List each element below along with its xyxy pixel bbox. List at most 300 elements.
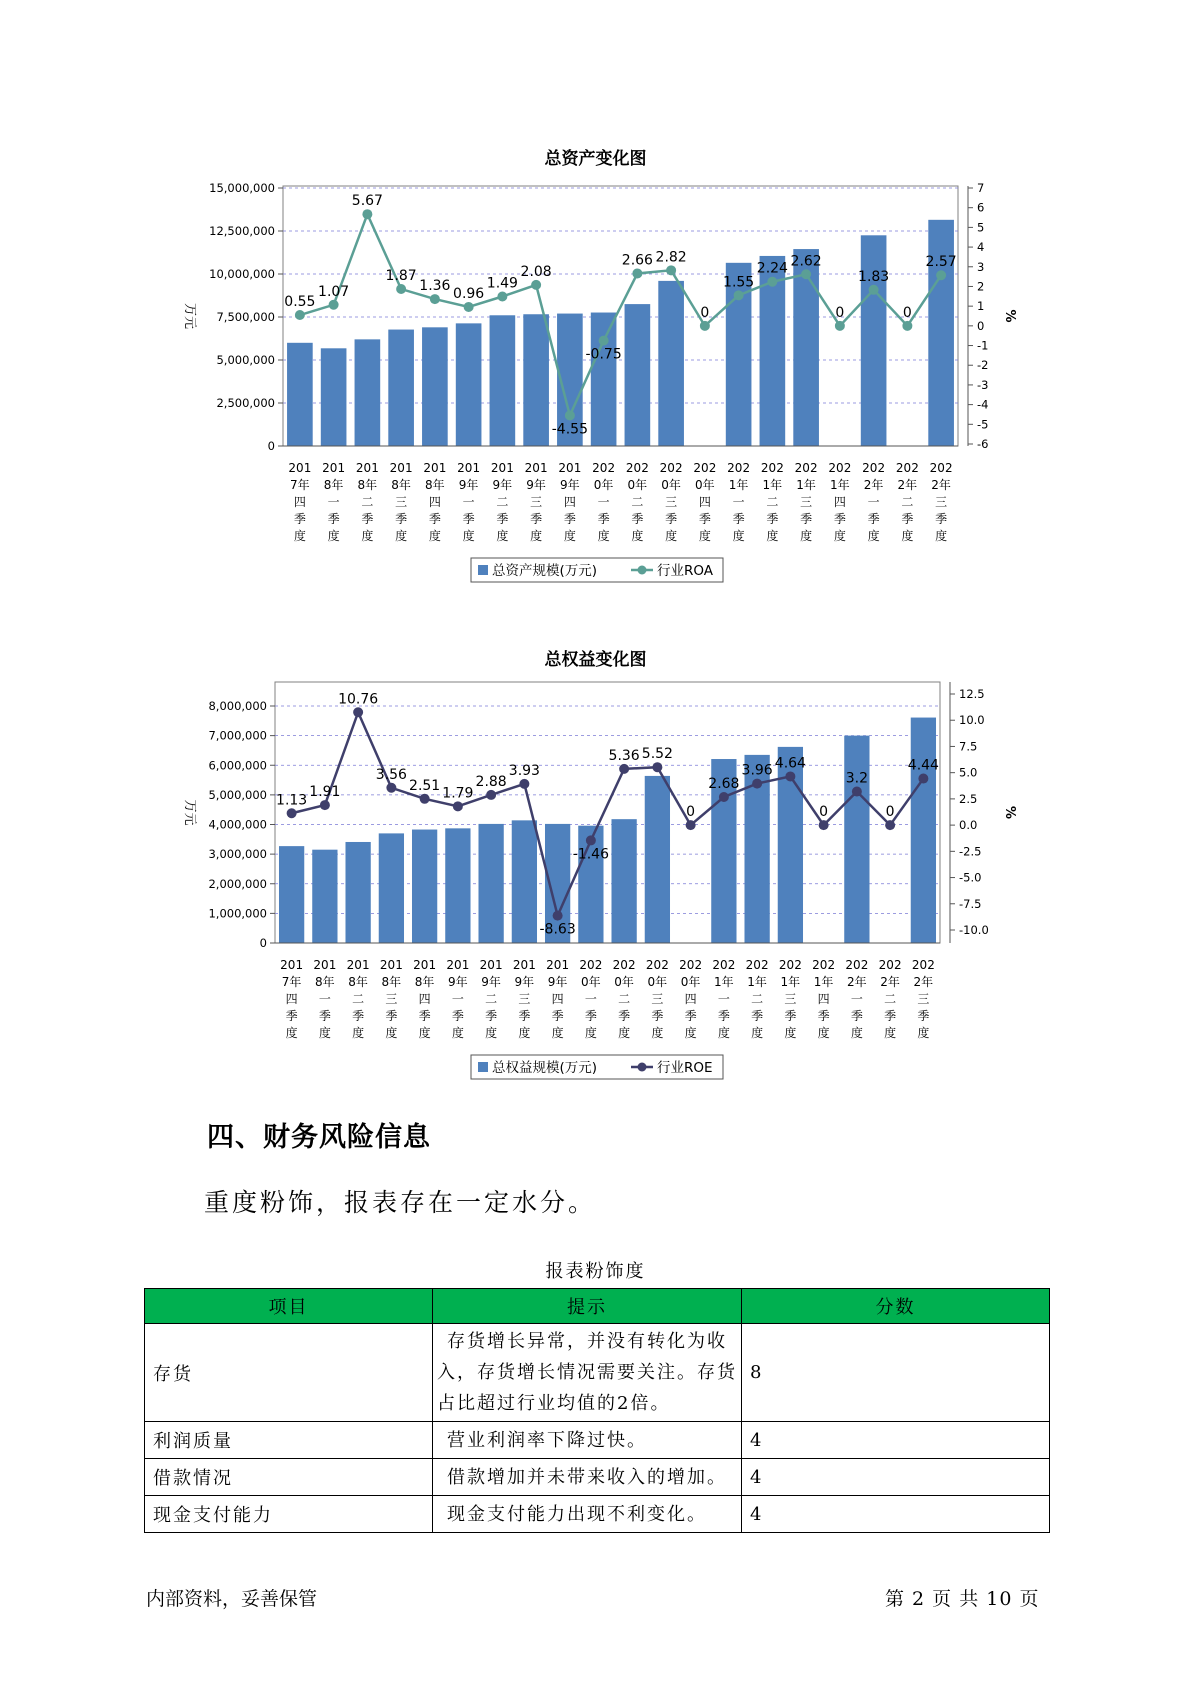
x-tick-label: 202 (693, 461, 717, 475)
x-tick-label: 2年 (880, 975, 900, 989)
x-tick-label: 201 (457, 461, 481, 475)
x-tick-label: 201 (288, 461, 312, 475)
data-label: 2.68 (708, 776, 740, 793)
data-label: 5.52 (641, 746, 673, 763)
row-item: 借款情况 (145, 1459, 433, 1496)
x-tick-label: 季 (651, 1009, 664, 1023)
x-tick-label: 201 (446, 958, 470, 972)
series-point (767, 277, 777, 287)
data-label: 2.08 (520, 263, 552, 280)
series-point (686, 820, 696, 830)
y2-tick-label: -10.0 (959, 923, 989, 937)
x-tick-label: 三 (530, 495, 543, 509)
y2-axis-title: % (1002, 805, 1017, 820)
x-tick-label: 度 (901, 529, 914, 543)
table-header-row (145, 1289, 1050, 1324)
series-point (652, 762, 662, 772)
series-point (666, 265, 676, 275)
x-tick-label: 202 (712, 958, 736, 972)
x-tick-label: 0年 (680, 975, 701, 989)
series-point (396, 284, 406, 294)
data-label: -0.75 (585, 346, 622, 363)
x-tick-label: 季 (817, 1009, 830, 1023)
series-point (619, 764, 629, 774)
y2-tick-label: 4 (977, 240, 985, 255)
x-tick-label: 0年 (593, 478, 614, 492)
y2-tick-label: -2.5 (959, 844, 982, 859)
data-label: 1.83 (858, 268, 890, 285)
series-point (936, 270, 946, 280)
row-score: 4 (742, 1459, 1050, 1496)
footer-page-number: 第 2 页 共 10 页 (885, 1588, 1040, 1610)
x-tick-label: 季 (917, 1009, 930, 1023)
x-tick-label: 度 (917, 1026, 930, 1040)
x-tick-label: 度 (361, 529, 374, 543)
x-tick-label: 季 (584, 1009, 597, 1023)
y-tick-label: 15,000,000 (209, 181, 275, 195)
x-tick-label: 度 (418, 1026, 431, 1040)
x-tick-label: 202 (911, 958, 935, 972)
x-tick-label: 四 (428, 495, 441, 509)
x-tick-label: 二 (496, 495, 509, 509)
x-tick-label: 度 (751, 1026, 764, 1040)
x-tick-label: 四 (293, 495, 306, 509)
y-tick-label: 0 (267, 439, 275, 453)
series-point (386, 783, 396, 793)
x-tick-label: 度 (800, 529, 813, 543)
x-tick-label: 202 (878, 958, 902, 972)
x-tick-label: 度 (732, 529, 745, 543)
x-tick-label: 季 (293, 512, 306, 526)
row-hint-line: 营业利润率下降过快。 (447, 1429, 647, 1451)
y-tick-label: 5,000,000 (208, 787, 267, 802)
legend-label-bar: 总资产规模(万元) (492, 563, 598, 579)
table-row (145, 1459, 1050, 1496)
x-tick-label: 度 (631, 529, 644, 543)
x-tick-label: 季 (395, 512, 408, 526)
y-tick-label: 12,500,000 (209, 224, 275, 238)
y-axis-title: 万元 (182, 302, 197, 330)
x-tick-label: 1年 (728, 478, 749, 492)
series-point (869, 285, 879, 295)
x-tick-label: 201 (280, 958, 304, 972)
series-point (553, 911, 563, 921)
x-tick-label: 度 (530, 529, 543, 543)
series-point (430, 294, 440, 304)
legend-label-line: 行业ROE (657, 1060, 713, 1076)
bar (445, 828, 470, 943)
total-equity-chart (0, 672, 1191, 1092)
series-point (586, 835, 596, 845)
row-hint-line: 占比超过行业均值的2倍。 (437, 1393, 671, 1414)
x-tick-label: 季 (318, 1009, 331, 1023)
x-tick-label: 202 (778, 958, 802, 972)
x-tick-label: 四 (698, 495, 711, 509)
bar (456, 323, 482, 446)
x-tick-label: 202 (727, 461, 751, 475)
x-tick-label: 季 (485, 1009, 498, 1023)
series-point (852, 787, 862, 797)
x-tick-label: 季 (884, 1009, 897, 1023)
x-tick-label: 度 (850, 1026, 863, 1040)
x-tick-label: 二 (361, 495, 374, 509)
data-label: 0 (700, 304, 710, 321)
x-tick-label: 季 (597, 512, 610, 526)
x-tick-label: 8年 (414, 975, 435, 989)
plot-frame (275, 682, 940, 943)
x-tick-label: 1年 (747, 975, 767, 989)
series-point (320, 800, 330, 810)
x-tick-label: 三 (800, 495, 813, 509)
x-tick-label: 三 (784, 992, 797, 1006)
x-tick-label: 季 (563, 512, 576, 526)
header-hint: 提示 (433, 1289, 742, 1324)
y2-tick-label: 6 (977, 200, 985, 215)
x-tick-label: 季 (518, 1009, 531, 1023)
series-point (700, 321, 710, 331)
table-row (145, 1422, 1050, 1459)
x-tick-label: 季 (327, 512, 340, 526)
x-tick-label: 度 (766, 529, 779, 543)
x-tick-label: 2年 (897, 478, 918, 492)
header-score: 分数 (742, 1289, 1050, 1324)
x-tick-label: 二 (631, 495, 644, 509)
footer-confidential: 内部资料，妥善保管 (146, 1588, 318, 1610)
x-tick-label: 202 (745, 958, 769, 972)
x-tick-label: 一 (597, 495, 610, 509)
x-tick-label: 202 (828, 461, 852, 475)
x-tick-label: 度 (935, 529, 948, 543)
x-tick-label: 季 (496, 512, 509, 526)
bar (312, 850, 337, 943)
bar (287, 343, 313, 446)
x-tick-label: 202 (929, 461, 953, 475)
x-tick-label: 二 (766, 495, 779, 509)
x-tick-label: 0年 (614, 975, 634, 989)
x-tick-label: 季 (833, 512, 846, 526)
x-tick-label: 201 (558, 461, 582, 475)
legend-swatch-point (638, 566, 647, 575)
y2-tick-label: 2.5 (959, 791, 978, 806)
x-tick-label: 度 (833, 529, 846, 543)
x-tick-label: 0年 (627, 478, 648, 492)
data-label: 0 (819, 804, 829, 821)
data-label: 1.07 (318, 283, 350, 300)
x-tick-label: 度 (385, 1026, 398, 1040)
x-tick-label: 1年 (762, 478, 783, 492)
series-point (565, 410, 575, 420)
data-label: 2.62 (790, 253, 822, 270)
series-point (453, 801, 463, 811)
row-item: 现金支付能力 (145, 1496, 433, 1533)
bar (412, 830, 437, 943)
x-tick-label: 季 (784, 1009, 797, 1023)
series-point (497, 292, 507, 302)
data-label: -4.55 (551, 421, 588, 438)
x-tick-label: 度 (817, 1026, 830, 1040)
y2-tick-label: 0.0 (959, 818, 978, 833)
row-hint (433, 1459, 742, 1496)
y2-tick-label: -3 (977, 377, 989, 392)
row-score: 4 (742, 1496, 1050, 1533)
series-point (329, 300, 339, 310)
x-tick-label: 0年 (581, 975, 601, 989)
x-tick-label: 度 (563, 529, 576, 543)
x-tick-label: 度 (428, 529, 441, 543)
data-label: 0.55 (284, 294, 316, 311)
data-label: 2.66 (621, 252, 653, 269)
bar (658, 281, 684, 446)
data-label: 4.44 (907, 757, 939, 774)
x-tick-label: 度 (698, 529, 711, 543)
series-point (801, 269, 811, 279)
table-row (145, 1324, 1050, 1422)
y-tick-label: 2,500,000 (216, 396, 275, 410)
bar (345, 842, 370, 943)
legend-label-line: 行业ROA (657, 563, 714, 579)
x-tick-label: 度 (584, 1026, 597, 1040)
row-hint-line: 借款增加并未带来收入的增加。 (447, 1466, 727, 1488)
x-tick-label: 四 (285, 992, 298, 1006)
x-tick-label: 9年 (514, 975, 535, 989)
x-tick-label: 8年 (391, 478, 411, 492)
data-label: 0 (885, 804, 895, 821)
series-point (734, 290, 744, 300)
table-row (145, 1496, 1050, 1533)
bar (279, 846, 304, 943)
y2-tick-label: 1 (977, 299, 985, 314)
bar (591, 313, 617, 446)
x-tick-label: 202 (862, 461, 886, 475)
section-summary: 重度粉饰，报表存在一定水分。 (204, 1188, 597, 1217)
x-tick-label: 8年 (315, 975, 335, 989)
x-tick-label: 季 (285, 1009, 298, 1023)
data-label: 1.79 (442, 785, 474, 802)
x-tick-label: 201 (512, 958, 536, 972)
x-tick-label: 一 (584, 992, 597, 1006)
row-hint (433, 1496, 742, 1533)
bar (911, 718, 936, 943)
y2-tick-label: -6 (977, 437, 989, 451)
data-label: 1.91 (309, 784, 341, 801)
x-tick-label: 度 (551, 1026, 564, 1040)
x-tick-label: 三 (518, 992, 531, 1006)
x-tick-label: 季 (665, 512, 678, 526)
bar (512, 820, 537, 943)
x-tick-label: 三 (917, 992, 930, 1006)
y2-tick-label: -2 (977, 358, 989, 373)
series-point (420, 794, 430, 804)
x-tick-label: 度 (867, 529, 880, 543)
y-tick-label: 8,000,000 (208, 699, 267, 713)
x-tick-label: 二 (352, 992, 365, 1006)
x-tick-label: 度 (318, 1026, 331, 1040)
x-tick-label: 7年 (281, 975, 302, 989)
bar (422, 327, 448, 446)
x-tick-label: 二 (618, 992, 631, 1006)
y2-tick-label: 10.0 (959, 713, 985, 728)
x-tick-label: 202 (612, 958, 636, 972)
x-tick-label: 一 (327, 495, 340, 509)
x-tick-label: 季 (684, 1009, 697, 1023)
y-tick-label: 4,000,000 (208, 817, 267, 832)
x-tick-label: 三 (665, 495, 678, 509)
data-label: 4.64 (774, 755, 806, 772)
x-tick-label: 季 (867, 512, 880, 526)
data-label: -8.63 (539, 921, 576, 938)
x-tick-label: 季 (732, 512, 745, 526)
x-tick-label: 9年 (481, 975, 501, 989)
series-point (464, 302, 474, 312)
x-tick-label: 9年 (526, 478, 546, 492)
risk-table (144, 1288, 1050, 1533)
x-tick-label: 度 (884, 1026, 897, 1040)
series-point (531, 280, 541, 290)
x-tick-label: 四 (551, 992, 564, 1006)
series-point (362, 209, 372, 219)
x-tick-label: 8年 (381, 975, 402, 989)
data-label: 2.51 (409, 777, 441, 794)
data-label: 5.36 (608, 747, 640, 764)
x-tick-label: 一 (850, 992, 863, 1006)
series-point (752, 779, 762, 789)
series-point (599, 336, 609, 346)
x-tick-label: 度 (395, 529, 408, 543)
bar (645, 776, 670, 943)
y-tick-label: 5,000,000 (216, 353, 275, 367)
row-score: 8 (742, 1324, 1050, 1422)
legend-label-bar: 总权益规模(万元) (492, 1060, 598, 1076)
x-tick-label: 一 (451, 992, 464, 1006)
x-tick-label: 201 (413, 958, 437, 972)
section-heading: 四、财务风险信息 (207, 1122, 431, 1153)
x-tick-label: 季 (901, 512, 914, 526)
x-tick-label: 度 (651, 1026, 664, 1040)
x-tick-label: 四 (684, 992, 697, 1006)
x-tick-label: 201 (346, 958, 370, 972)
chart-title-equity: 总权益变化图 (544, 650, 647, 670)
x-tick-label: 四 (833, 495, 846, 509)
series-point (885, 820, 895, 830)
data-label: 1.36 (419, 278, 451, 295)
x-tick-label: 四 (817, 992, 830, 1006)
x-tick-label: 8年 (348, 975, 368, 989)
series-point (519, 779, 529, 789)
y2-tick-label: -4 (977, 397, 989, 412)
series-point (353, 707, 363, 717)
y2-tick-label: -5.0 (959, 870, 982, 885)
data-label: 5.67 (351, 193, 383, 210)
x-tick-label: 9年 (560, 478, 580, 492)
x-tick-label: 1年 (714, 975, 734, 989)
data-label: 3.2 (845, 770, 869, 787)
y2-tick-label: 5.0 (959, 765, 978, 780)
y2-tick-label: 7.5 (959, 739, 978, 754)
x-tick-label: 201 (423, 461, 447, 475)
x-tick-label: 度 (327, 529, 340, 543)
bar (861, 235, 887, 446)
x-tick-label: 2年 (931, 478, 951, 492)
chart-title-assets: 总资产变化图 (544, 149, 647, 169)
data-label: 2.82 (655, 249, 687, 266)
y2-tick-label: -5 (977, 417, 989, 432)
x-tick-label: 季 (935, 512, 948, 526)
x-tick-label: 季 (717, 1009, 730, 1023)
x-tick-label: 9年 (547, 975, 568, 989)
x-tick-label: 一 (318, 992, 331, 1006)
bar (844, 736, 869, 943)
x-tick-label: 201 (379, 958, 403, 972)
y-axis-title: 万元 (182, 799, 197, 826)
data-label: 2.88 (475, 773, 507, 790)
x-tick-label: 8年 (323, 478, 344, 492)
x-tick-label: 季 (530, 512, 543, 526)
legend-swatch-point (638, 1063, 647, 1072)
x-tick-label: 度 (597, 529, 610, 543)
x-tick-label: 度 (462, 529, 475, 543)
x-tick-label: 季 (766, 512, 779, 526)
row-item: 利润质量 (145, 1422, 433, 1459)
bar (625, 304, 651, 446)
x-tick-label: 季 (551, 1009, 564, 1023)
x-tick-label: 度 (784, 1026, 797, 1040)
x-tick-label: 201 (322, 461, 346, 475)
x-tick-label: 0年 (695, 478, 715, 492)
y-tick-label: 1,000,000 (208, 906, 267, 921)
y-tick-label: 3,000,000 (208, 847, 267, 862)
data-label: 2.57 (925, 254, 957, 271)
x-tick-label: 201 (524, 461, 548, 475)
y2-tick-label: 5 (977, 220, 985, 235)
y2-tick-label: -1 (977, 338, 989, 353)
legend-swatch-bar (478, 1062, 488, 1072)
x-tick-label: 二 (884, 992, 897, 1006)
x-tick-label: 度 (665, 529, 678, 543)
data-label: 2.24 (756, 260, 788, 277)
x-tick-label: 202 (895, 461, 919, 475)
x-tick-label: 202 (645, 958, 669, 972)
series-point (835, 321, 845, 331)
x-tick-label: 一 (732, 495, 745, 509)
x-tick-label: 三 (651, 992, 664, 1006)
x-tick-label: 二 (751, 992, 764, 1006)
x-tick-label: 二 (485, 992, 498, 1006)
x-tick-label: 201 (313, 958, 337, 972)
data-label: 1.13 (276, 792, 308, 809)
data-label: 0 (902, 304, 912, 321)
y-tick-label: 0 (259, 936, 267, 950)
y-tick-label: 7,500,000 (216, 310, 275, 324)
x-tick-label: 三 (935, 495, 948, 509)
y-tick-label: 6,000,000 (208, 758, 267, 773)
x-tick-label: 201 (490, 461, 514, 475)
x-tick-label: 季 (385, 1009, 398, 1023)
y2-tick-label: -7.5 (959, 896, 982, 911)
x-tick-label: 季 (618, 1009, 631, 1023)
x-tick-label: 二 (901, 495, 914, 509)
bar (523, 314, 549, 446)
x-tick-label: 四 (563, 495, 576, 509)
header-item: 项目 (145, 1289, 433, 1324)
row-hint (433, 1422, 742, 1459)
x-tick-label: 1年 (796, 478, 816, 492)
x-tick-label: 度 (485, 1026, 498, 1040)
x-tick-label: 度 (618, 1026, 631, 1040)
y-tick-label: 7,000,000 (208, 728, 267, 743)
data-label: 3.56 (375, 766, 407, 783)
x-tick-label: 季 (631, 512, 644, 526)
x-tick-label: 季 (361, 512, 374, 526)
